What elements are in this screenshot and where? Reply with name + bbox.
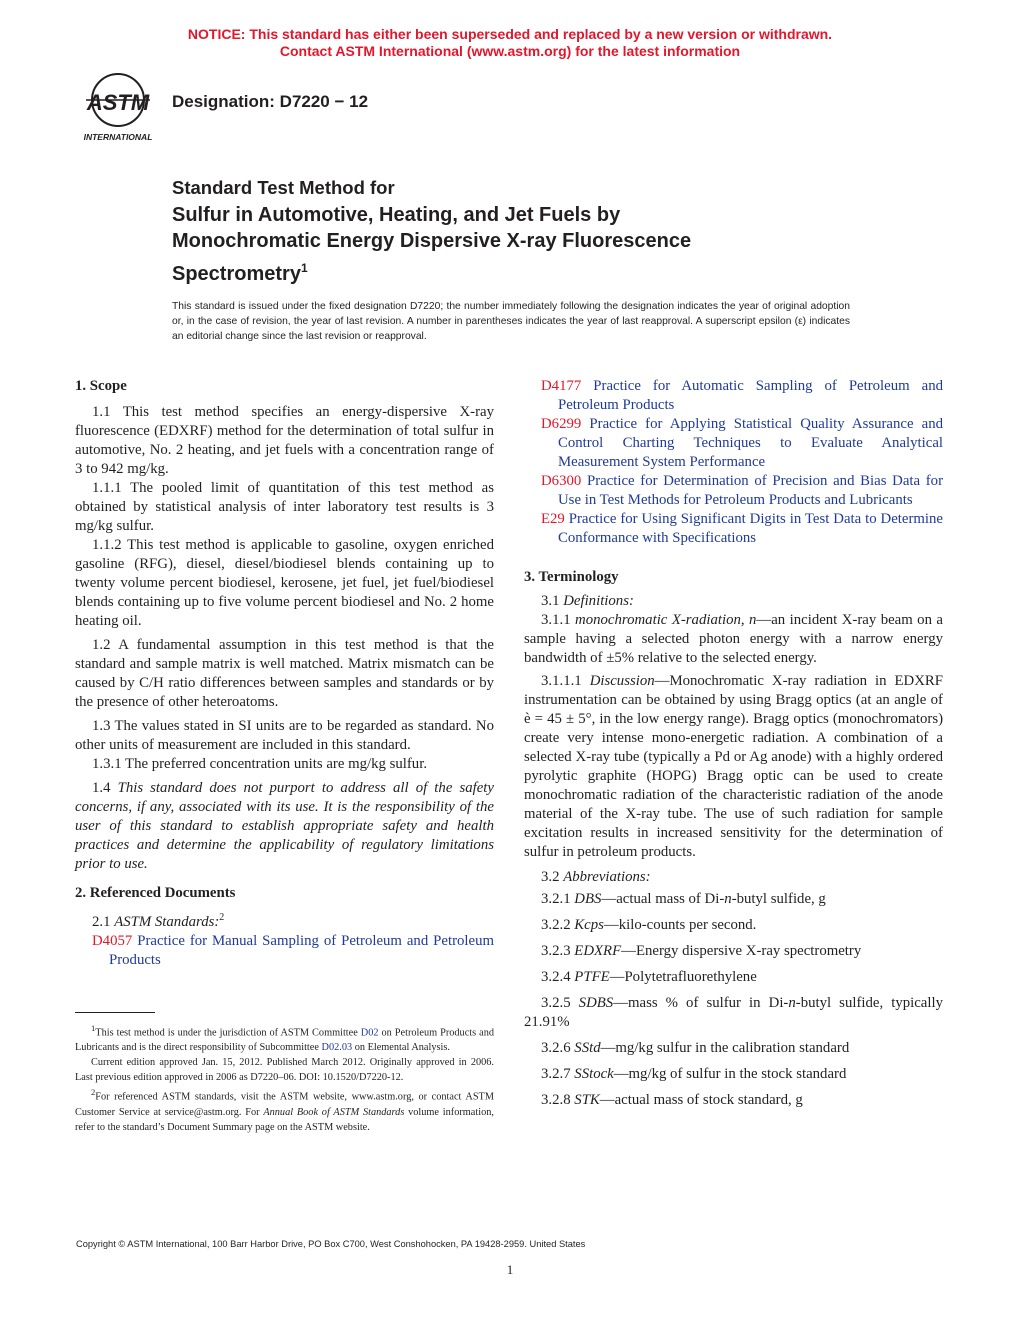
section-2-1-text: ASTM Standards:: [114, 913, 220, 930]
footnote-2-italic: Annual Book of ASTM Standards: [263, 1106, 405, 1118]
section-3-1-text: Definitions:: [563, 593, 634, 609]
title-line-2: Sulfur in Automotive, Heating, and Jet Fuels by: [172, 203, 621, 226]
notice-line-2: Contact ASTM International (www.astm.org) for the latest information: [279, 43, 741, 59]
section-3-1-1-term: monochromatic X-radiation, n: [575, 612, 757, 628]
ref-code[interactable]: E29: [541, 511, 565, 527]
section-3-1-1-text: —an incident X-ray beam on a sample having a selected photon energy with a narrow energy bandwidth of ±5% relative to the selected energy.: [524, 612, 943, 666]
withdrawal-notice: [0, 26, 1020, 60]
ref-title[interactable]: Practice for Automatic Sampling of Petroleum and Petroleum Products: [558, 378, 943, 413]
referenced-standards-list: [541, 377, 943, 548]
footnote-1-edition: Current edition approved Jan. 15, 2012. Published March 2012. Originally approved in 2006. Last previous edition approved in 2006 as D7220–06. DOI: 10.1520/D7220-12.: [75, 1057, 494, 1084]
abbr-item: 3.2.8 STK—actual mass of stock standard, g: [541, 1092, 803, 1108]
footnote-rule: [75, 1012, 155, 1013]
abbr-item: 3.2.5 SDBS—mass % of sulfur in Di-n-butyl sulfide, typically 21.91%: [524, 995, 943, 1030]
title-line-4-text: Spectrometry: [172, 262, 301, 285]
title-line-3: Monochromatic Energy Dispersive X-ray Fluorescence: [172, 230, 692, 252]
section-3-1-num: 3.1: [541, 593, 560, 609]
section-3-1-1-1-term: Discussion: [589, 673, 655, 689]
ref-title[interactable]: Practice for Manual Sampling of Petroleum and Petroleum Products: [109, 932, 494, 968]
section-3-1-1-1-num: 3.1.1.1: [541, 673, 582, 689]
footnote-2: [75, 1085, 494, 1134]
issuance-note: This standard is issued under the fixed designation D7220; the number immediately following the designation indicates the year of original adoption or, in the case of revision, the year of last revision. A number in parentheses indicates the year of last reapproval. A superscript epsilon (ε) indicates an editorial change since the last revision or reapproval.: [172, 301, 850, 342]
section-3-1-1-num: 3.1.1: [541, 612, 571, 628]
section-3-1-1-1: [524, 672, 943, 862]
footnote-2-text-b: volume information, refer to the standard’s Document Summary page on the ASTM website.: [75, 1106, 494, 1133]
ref-e29[interactable]: [541, 510, 943, 548]
section-3-2: [524, 868, 943, 887]
logo-letters: ASTM: [86, 90, 150, 115]
refdocs-heading: 2. Referenced Documents: [75, 885, 236, 901]
section-1-4: [75, 779, 494, 874]
title-line-1: Standard Test Method for: [172, 177, 395, 198]
section-1-2: 1.2 A fundamental assumption in this test method is that the standard and sample matrix is well matched. Matrix mismatch can be caused by C/H ratio differences between samples and standards or by the presence of other heteroatoms.: [75, 637, 494, 710]
section-1-3-1: 1.3.1 The preferred concentration units are mg/kg sulfur.: [92, 756, 428, 772]
footnotes: [75, 1021, 494, 1135]
section-2-1-num: 2.1: [92, 913, 111, 930]
subcommittee-link[interactable]: D02.03: [321, 1042, 353, 1054]
ref-title[interactable]: Practice for Determination of Precision and Bias Data for Use in Test Methods for Petroleum Products and Lubricants: [558, 473, 944, 508]
ref-code[interactable]: D6299: [541, 416, 582, 432]
section-3-2-num: 3.2: [541, 869, 560, 885]
ref-d4057[interactable]: [92, 932, 494, 970]
committee-link[interactable]: D02: [360, 1027, 379, 1039]
section-2-1: [75, 908, 494, 932]
scope-heading: 1. Scope: [75, 378, 127, 394]
footnote-1-text-c: on Elemental Analysis.: [352, 1042, 450, 1054]
section-2-1-mark: 2: [219, 912, 225, 923]
copyright-line: Copyright © ASTM International, 100 Barr Harbor Drive, PO Box C700, West Conshohocken, PA 19428-2959. United States: [76, 1239, 586, 1249]
footnote-1-text-a: This test method is under the jurisdiction of ASTM Committee: [95, 1027, 361, 1039]
ref-title[interactable]: Practice for Applying Statistical Quality Assurance and Control Charting Techniques to Evaluate Analytical Measurement System Performance: [558, 416, 943, 470]
abbr-item: 3.2.6 SStd—mg/kg sulfur in the calibration standard: [541, 1040, 850, 1056]
section-3-2-text: Abbreviations:: [563, 869, 651, 885]
document-title: [172, 175, 892, 287]
section-1-4-num: 1.4: [92, 780, 111, 796]
section-1-1-1: 1.1.1 The pooled limit of quantitation of this test method as obtained by statistical analysis of inter laboratory test results is 3 mg/kg sulfur.: [75, 480, 494, 534]
title-line-4: [172, 255, 892, 288]
ref-title[interactable]: Practice for Using Significant Digits in Test Data to Determine Conformance with Specifications: [558, 511, 943, 546]
page-number: 1: [506, 1262, 514, 1277]
section-1-1-2: 1.1.2 This test method is applicable to gasoline, oxygen enriched gasoline (RFG), diesel, diesel/biodiesel blends containing up to twenty volume percent biodiesel, kerosene, jet fuel, jet fuel/biodiesel blends containing up to five volume percent biodiesel and No. 2 home heating oil.: [75, 537, 494, 629]
section-1-4-text: This standard does not purport to address all of the safety concerns, if any, associated with its use. It is the responsibility of the user of this standard to establish appropriate safety and health practices and determine the applicability of regulatory limitations prior to use.: [75, 780, 494, 872]
footnote-1-text-b: on Petroleum Products and Lubricants and is the direct responsibility of Subcommittee: [75, 1027, 494, 1054]
section-3-1-1: [524, 611, 943, 668]
ref-d6299[interactable]: [541, 415, 943, 472]
notice-line-1: NOTICE: This standard has either been superseded and replaced by a new version or withdrawn.: [187, 26, 833, 42]
terminology-heading: 3. Terminology: [524, 569, 619, 585]
logo-caption: INTERNATIONAL: [83, 132, 153, 142]
ref-code[interactable]: D6300: [541, 473, 582, 489]
left-column: [75, 377, 494, 970]
abbr-item: 3.2.2 Kcps—kilo-counts per second.: [541, 917, 757, 933]
abbr-item: 3.2.1 DBS—actual mass of Di-n-butyl sulfide, g: [541, 891, 826, 907]
abbr-item: 3.2.7 SStock—mg/kg of sulfur in the stock standard: [541, 1066, 847, 1082]
right-column: [524, 377, 943, 1110]
footnote-2-mark: 2: [91, 1087, 96, 1098]
footnote-1: [75, 1021, 494, 1055]
section-1-1: 1.1 This test method specifies an energy-dispersive X-ray fluorescence (EDXRF) method for the determination of total sulfur in automotive, No. 2 heating, and jet fuels with a concentration range of 3 to 942 mg/kg.: [75, 404, 494, 477]
ref-code[interactable]: D4057: [92, 932, 133, 949]
footnote-2-text-a: For referenced ASTM standards, visit the ASTM website, www.astm.org, or contact ASTM Customer Service at service@astm.org. For: [75, 1091, 494, 1118]
abbr-item: 3.2.3 EDXRF—Energy dispersive X-ray spectrometry: [541, 943, 862, 959]
ref-d6300[interactable]: [541, 472, 943, 510]
section-1-3: 1.3 The values stated in SI units are to be regarded as standard. No other units of measurement are included in this standard.: [75, 718, 494, 753]
designation: Designation: D7220 − 12: [172, 92, 369, 111]
footnote-1-mark: 1: [91, 1023, 96, 1033]
abbr-item: 3.2.4 PTFE—Polytetrafluorethylene: [541, 969, 757, 985]
abbreviations-list: [524, 890, 943, 1110]
astm-logo: [74, 72, 162, 144]
section-3-1-1-1-text: —Monochromatic X-ray radiation in EDXRF instrumentation can be obtained by using Bragg optics (at an angle of è = 45 ± 5°, in the low energy range). Bragg optics (monochromators) create very intense mono-energetic radiation. A combination of a selected X-ray tube (typically a Pd or Ag anode) with a highly ordered pyrolytic graphite (HOPG) Bragg optic can be used to create monochromatic radiation of the characteristic radiation of the anode material of the X-ray tube. The use of such radiation for sample excitation results in increased sensitivity for the determination of sulfur in petroleum products.: [524, 673, 943, 860]
title-footnote-mark: 1: [300, 260, 308, 275]
ref-d4177[interactable]: [541, 377, 943, 415]
ref-code[interactable]: D4177: [541, 378, 582, 394]
section-3-1: [524, 592, 943, 611]
